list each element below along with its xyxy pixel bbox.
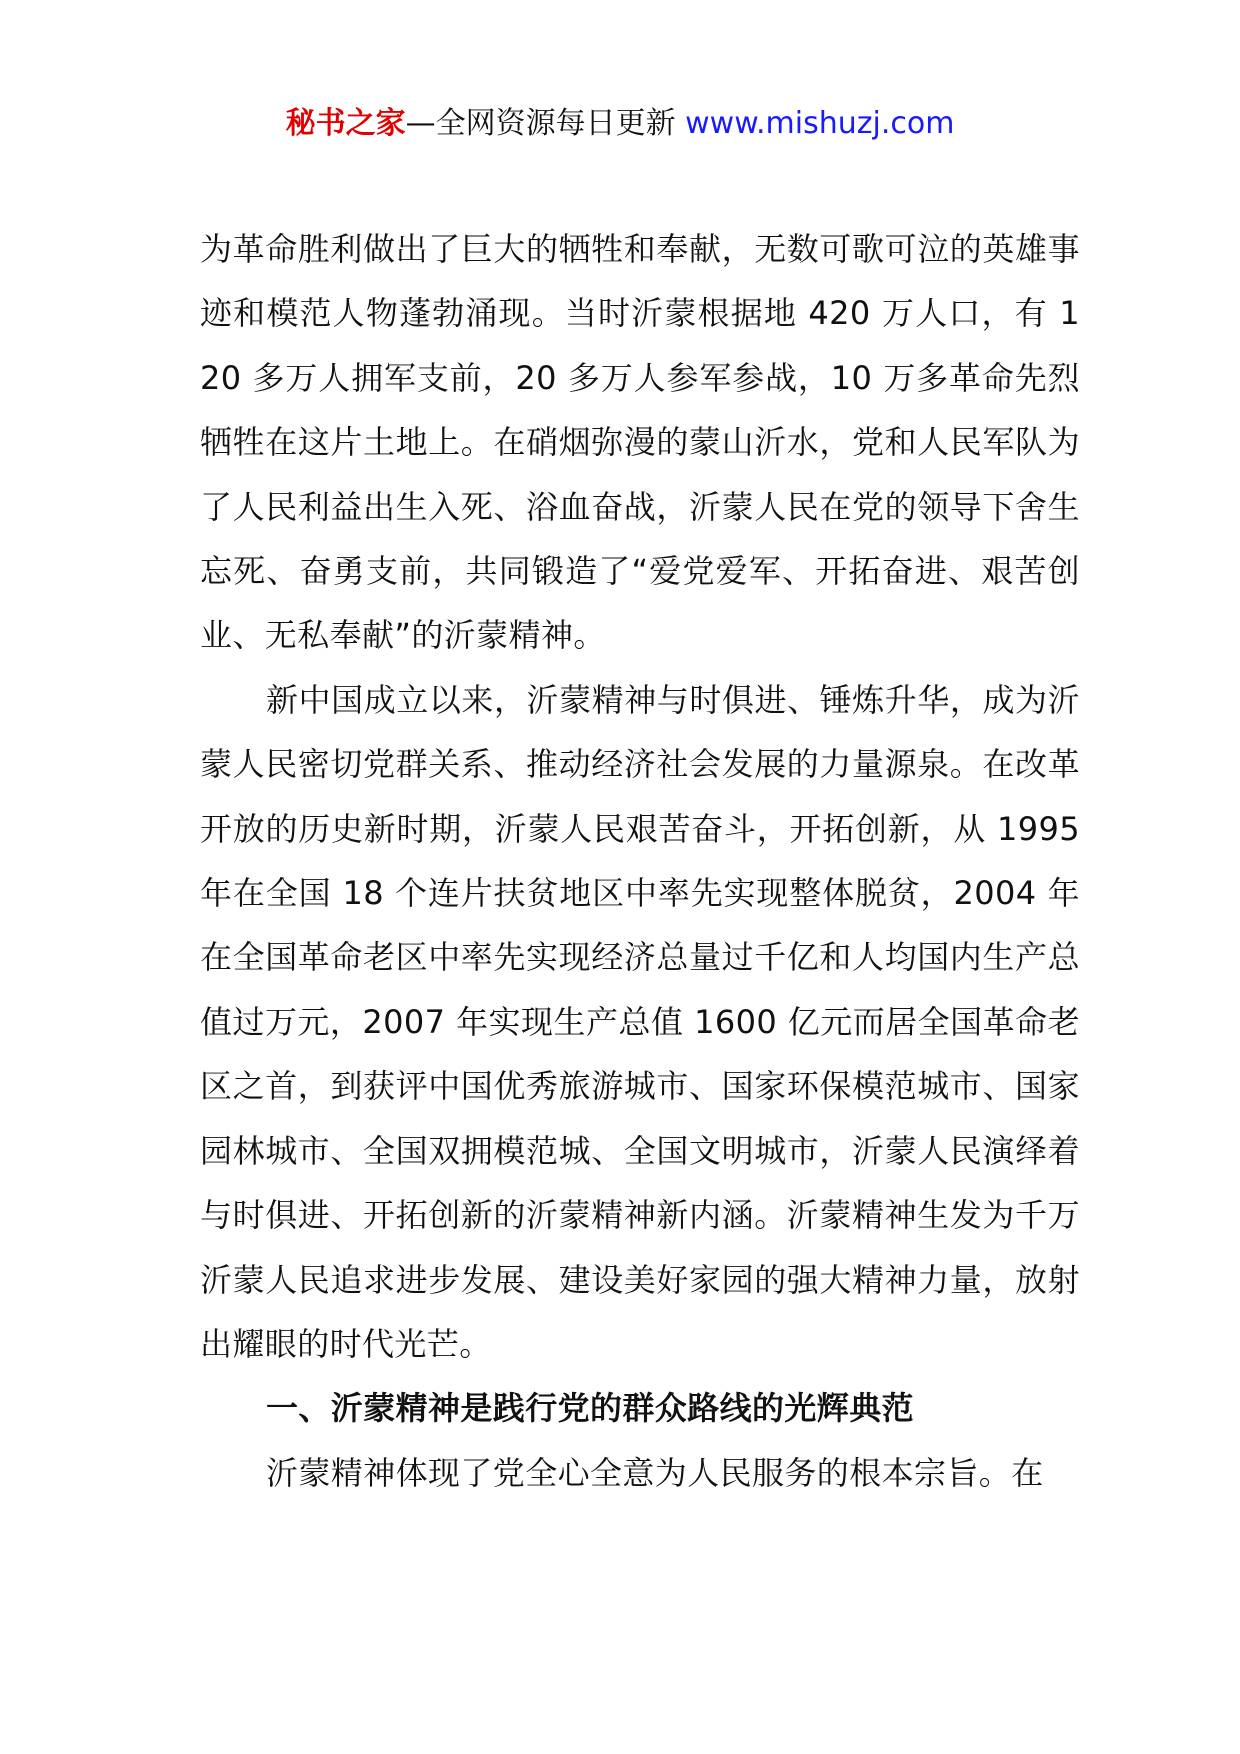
paragraph: 新中国成立以来，沂蒙精神与时俱进、锤炼升华，成为沂蒙人民密切党群关系、推动经济社会发展的力量源泉。在改革开放的历史新时期，沂蒙人民艰苦奋斗，开拓创新，从 1995 年在全国 18 个连片扶贫地区中率先实现整体脱贫，2004 年在全国革命老区中率先实现经济总量过千亿和人均国内生产总值过万元，2007 年实现生产总值 1600 亿元而居全国革命老区之首，到获评中国优秀旅游城市、国家环保模范城市、国家园林城市、全国双拥模范城、全国文明城市，沂蒙人民演绎着与时俱进、开拓创新的沂蒙精神新内涵。沂蒙精神生发为千万沂蒙人民追求进步发展、建设美好家园的强大精神力量，放射出耀眼的时代光芒。 — [200, 680, 1080, 1363]
page-header — [0, 100, 1240, 148]
paragraph: 沂蒙精神体现了党全心全意为人民服务的根本宗旨。在 — [266, 1453, 1044, 1492]
paragraph-continued: 为革命胜利做出了巨大的牺牲和奉献，无数可歌可泣的英雄事迹和模范人物蓬勃涌现。当时沂蒙根据地 420 万人口，有 120 多万人拥军支前，20 多万人参军参战，10 万多革命先烈牺牲在这片土地上。在硝烟弥漫的蒙山沂水，党和人民军队为了人民利益出生入死、浴血奋战，沂蒙人民在党的领导下舍生忘死、奋勇支前，共同锻造了“爱党爱军、开拓奋进、艰苦创业、无私奉献”的沂蒙精神。 — [200, 230, 1080, 655]
section-heading: 一、沂蒙精神是践行党的群众路线的光辉典范 — [266, 1389, 915, 1428]
site-brand: 秘书之家 — [285, 106, 406, 141]
site-tagline: —全网资源每日更新 — [405, 106, 686, 141]
document-body — [200, 217, 1080, 1505]
site-url[interactable]: www.mishuzj.com — [685, 106, 955, 141]
